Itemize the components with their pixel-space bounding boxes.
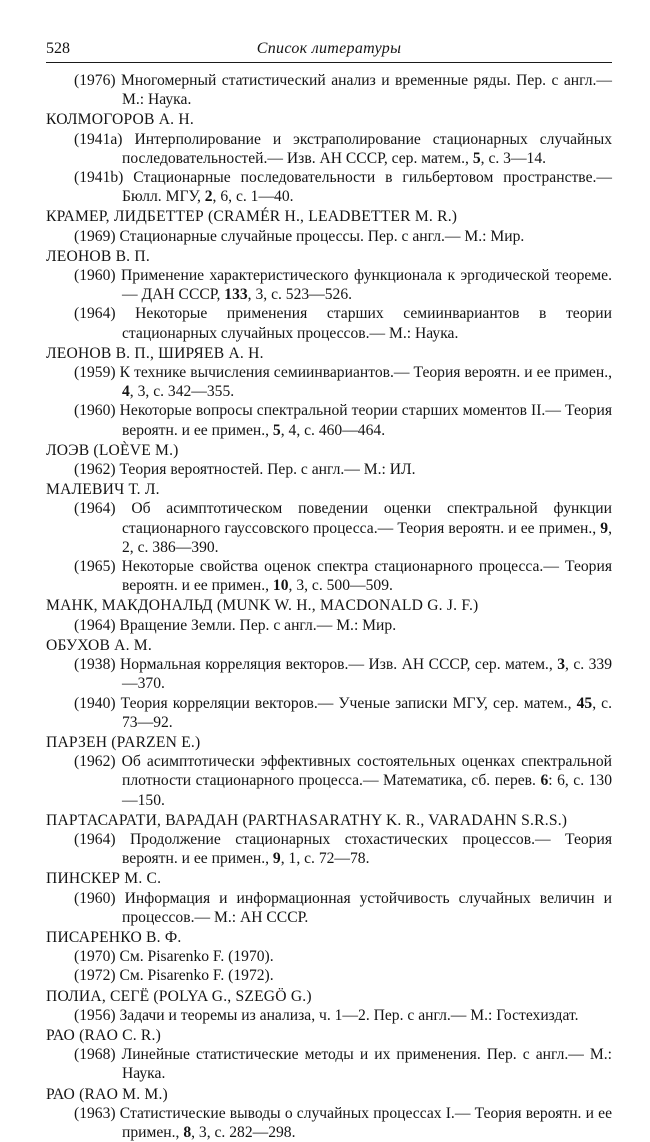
bibliography-entry: (1938) Нормальная корреляция векторов.— Изв. АН СССР, сер. матем., 3, с. 339—370. <box>74 656 612 693</box>
bibliography-entry: (1962) Об асимптотически эффективных состоятельных оценках спектральной плотности стационарного процесса.— Математика, сб. перев. 6: 6, с. 130—150. <box>74 753 612 809</box>
bibliography-entry: (1941b) Стационарные последовательности в гильбертовом пространстве.— Бюлл. МГУ, 2, 6, с. 1—40. <box>74 169 612 206</box>
bibliography-section <box>46 1026 612 1084</box>
author-heading: ПОЛИА, СЕГЁ (POLYA G., SZEGÖ G.) <box>46 987 312 1005</box>
bibliography-entry: (1972) См. Pisarenko F. (1972). <box>74 967 274 985</box>
bibliography-entry: (1963) Статистические выводы о случайных процессах I.— Теория вероятн. и ее примен., 8, 3, с. 282—298. <box>74 1104 612 1141</box>
bibliography-entry: (1959) К технике вычисления семиинвариантов.— Теория вероятн. и ее примен., 4, 3, с. 342—355. <box>74 364 612 401</box>
bibliography-section <box>46 1085 612 1142</box>
author-heading: РАО (RAO C. R.) <box>46 1026 162 1044</box>
bibliography-entry: (1962) Теория вероятностей. Пер. с англ.— М.: ИЛ. <box>74 461 416 479</box>
bibliography-section <box>46 928 612 986</box>
bibliography-entry: (1960) Информация и информационная устойчивость случайных величин и процессов.— М.: АН СССР. <box>74 889 612 926</box>
running-title: Список литературы <box>256 40 402 57</box>
bibliography-entry: (1976) Многомерный статистический анализ и временные ряды. Пер. с англ.— М.: Наука. <box>74 72 612 109</box>
bibliography-entry: (1960) Применение характеристического функционала к эргодической теореме.— ДАН СССР, 133, 3, с. 523—526. <box>74 267 612 304</box>
author-heading: КРАМЕР, ЛИДБЕТТЕР (CRAMÉR H., LEADBETTER M. R.) <box>46 208 458 226</box>
bibliography-section <box>46 869 612 927</box>
bibliography-section <box>46 811 612 869</box>
bibliography-entry: (1941a) Интерполирование и экстраполирование стационарных случайных последовательностей.— Изв. АН СССР, сер. матем., 5, с. 3—14. <box>74 130 612 167</box>
bibliography-entry: (1956) Задачи и теоремы из анализа, ч. 1—2. Пер. с англ.— М.: Гостехиздат. <box>74 1006 579 1024</box>
page-header <box>46 40 612 63</box>
bibliography-section <box>46 636 612 732</box>
bibliography-entry: (1970) См. Pisarenko F. (1970). <box>74 948 274 966</box>
bibliography-section <box>46 733 612 810</box>
bibliography-entry: (1964) Об асимптотическом поведении оценки спектральной функции стационарного гауссовского процесса.— Теория вероятн. и ее примен., 9, 2, с. 386—390. <box>74 500 612 556</box>
author-heading: ПАРТАСАРАТИ, ВАРАДАН (PARTHASARATHY K. R., VARADAHN S.R.S.) <box>46 811 568 829</box>
author-heading: ЛЕОНОВ В. П., ШИРЯЕВ А. Н. <box>46 344 264 362</box>
bibliography-section <box>46 110 612 206</box>
author-heading: МАНК, МАКДОНАЛЬД (MUNK W. H., MACDONALD G. J. F.) <box>46 597 479 615</box>
author-heading: ОБУХОВ А. М. <box>46 636 152 654</box>
page-number: 528 <box>46 40 70 57</box>
bibliography-section <box>46 596 612 634</box>
bibliography-section <box>46 71 612 109</box>
author-heading: ПИСАРЕНКО В. Ф. <box>46 928 182 946</box>
bibliography-section <box>46 247 612 343</box>
author-heading: КОЛМОГОРОВ А. Н. <box>46 111 194 129</box>
bibliography-entry: (1964) Некоторые применения старших семиинвариантов в теории стационарных случайных процессов.— М.: Наука. <box>74 305 612 342</box>
bibliography-entry: (1968) Линейные статистические методы и их применения. Пер. с англ.— М.: Наука. <box>74 1046 612 1083</box>
bibliography-section <box>46 441 612 479</box>
bibliography-section <box>46 207 612 245</box>
author-heading: ПАРЗЕН (PARZEN E.) <box>46 733 201 751</box>
bibliography-section <box>46 480 612 595</box>
bibliography-section <box>46 344 612 440</box>
bibliography-entry: (1960) Некоторые вопросы спектральной теории старших моментов II.— Теория вероятн. и ее примен., 5, 4, с. 460—464. <box>74 402 612 439</box>
bibliography-section <box>46 987 612 1025</box>
bibliography-entry: (1964) Вращение Земли. Пер. с англ.— М.: Мир. <box>74 616 397 634</box>
author-heading: ЛОЭВ (LOÈVE M.) <box>46 441 179 459</box>
bibliography-list <box>46 71 612 1142</box>
author-heading: РАО (RAO M. M.) <box>46 1085 168 1103</box>
bibliography-entry: (1940) Теория корреляции векторов.— Ученые записки МГУ, сер. матем., 45, с. 73—92. <box>74 694 613 731</box>
author-heading: ПИНСКЕР М. С. <box>46 870 162 888</box>
bibliography-entry: (1964) Продолжение стационарных стохастических процессов.— Теория вероятн. и ее примен., 9, 1, с. 72—78. <box>74 830 612 868</box>
author-heading: ЛЕОНОВ В. П. <box>46 247 150 265</box>
bibliography-entry: (1965) Некоторые свойства оценок спектра стационарного процесса.— Теория вероятн. и ее примен., 10, 3, с. 500—509. <box>74 558 612 595</box>
author-heading: МАЛЕВИЧ Т. Л. <box>46 481 160 499</box>
bibliography-entry: (1969) Стационарные случайные процессы. Пер. с англ.— М.: Мир. <box>74 227 525 245</box>
